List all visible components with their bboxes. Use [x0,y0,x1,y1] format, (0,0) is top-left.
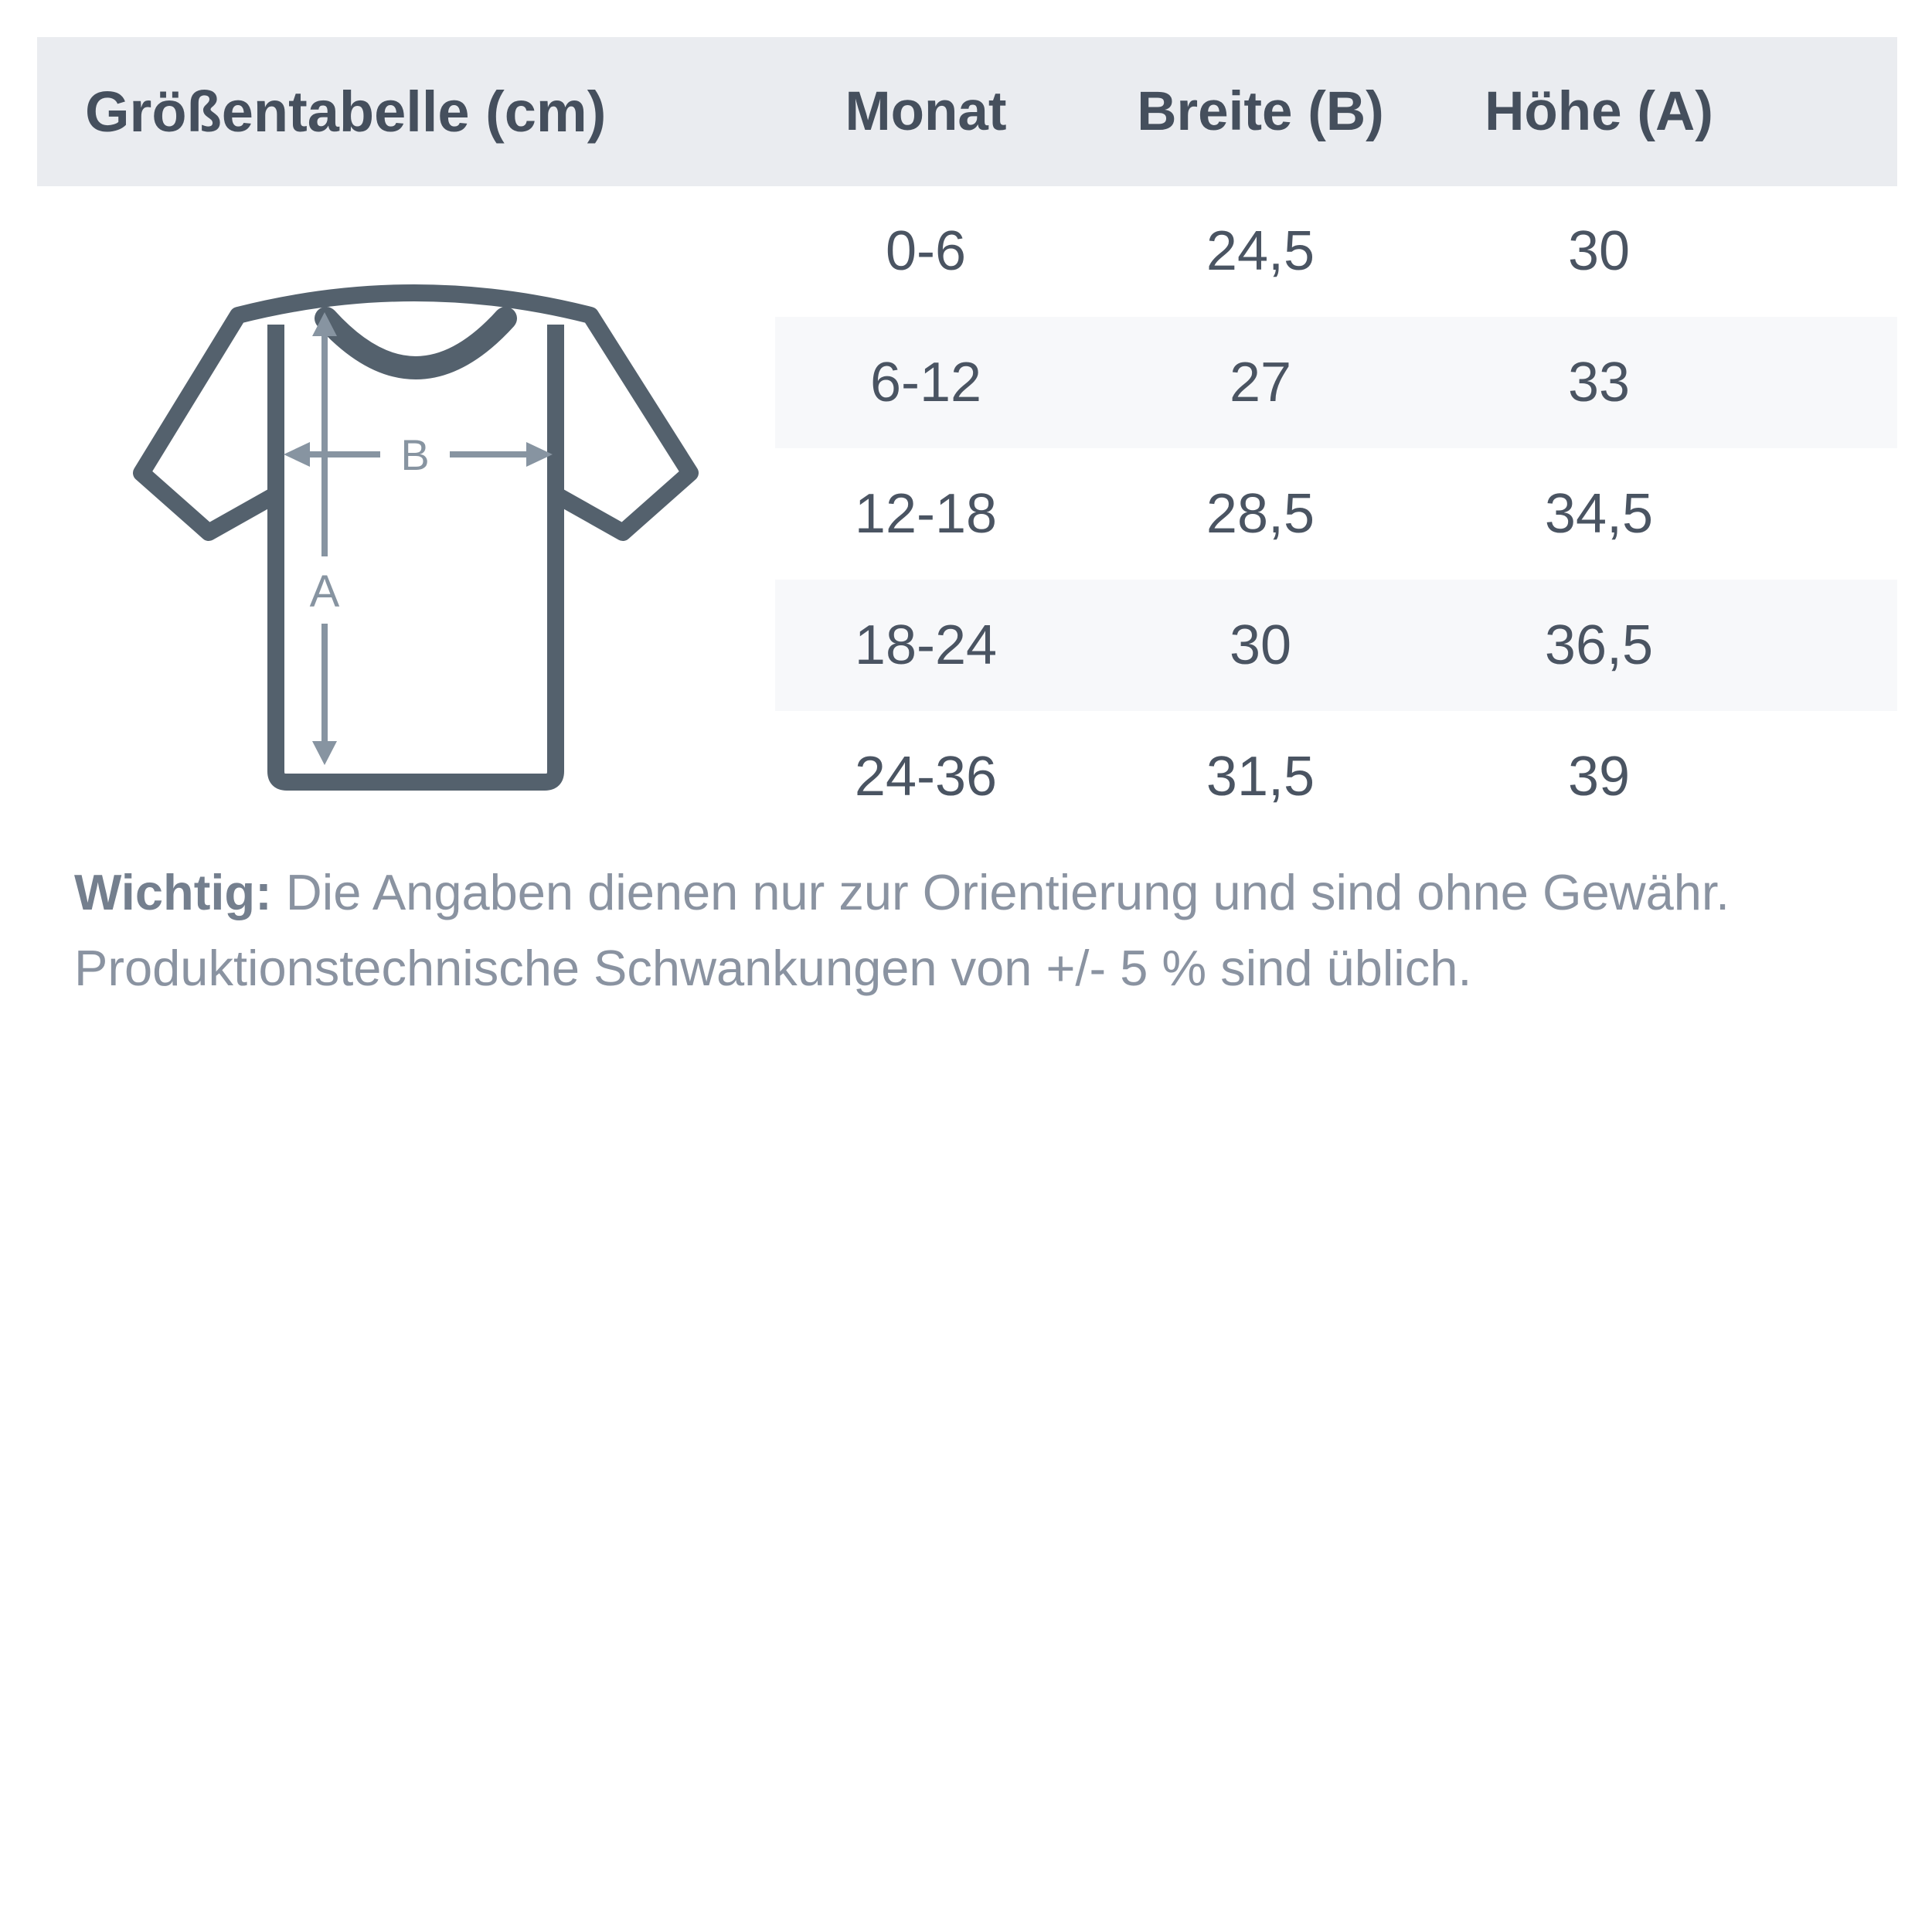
page-title: Größentabelle (cm) [85,80,607,144]
cell-hoehe: 33 [1567,352,1631,413]
tshirt-measurement-diagram [116,247,734,835]
cell-breite: 24,5 [1206,220,1315,282]
note-line-2: Produktionstechnische Schwankungen von +/- 5 % sind üblich. [74,940,1472,996]
cell-monat: 24-36 [854,746,998,808]
width-label: B [400,430,430,479]
table-row [775,711,1897,842]
cell-breite: 31,5 [1206,746,1315,808]
note-line-1-text: Die Angaben dienen nur zur Orientierung und sind ohne Gewähr. [271,864,1730,920]
cell-monat: 18-24 [854,614,998,676]
cell-hoehe: 36,5 [1544,614,1654,676]
table-row [775,317,1897,448]
cell-hoehe: 34,5 [1544,483,1654,545]
table-row [775,448,1897,580]
column-header-breite: Breite (B) [1137,81,1384,142]
cell-breite: 28,5 [1206,483,1315,545]
cell-monat: 12-18 [854,483,998,545]
table-row [775,580,1897,711]
height-label: A [309,566,340,617]
disclaimer-note [74,855,1883,1006]
table-row [775,185,1897,317]
cell-hoehe: 39 [1567,746,1631,808]
cell-monat: 6-12 [869,352,982,413]
cell-breite: 27 [1229,352,1292,413]
cell-breite: 30 [1229,614,1292,676]
column-header-monat: Monat [845,81,1007,142]
note-line-1 [74,855,1883,930]
column-header-hoehe: Höhe (A) [1485,81,1713,142]
cell-monat: 0-6 [885,220,967,282]
table-header-bar [37,37,1897,186]
cell-hoehe: 30 [1567,220,1631,282]
note-lead: Wichtig: [74,864,272,920]
